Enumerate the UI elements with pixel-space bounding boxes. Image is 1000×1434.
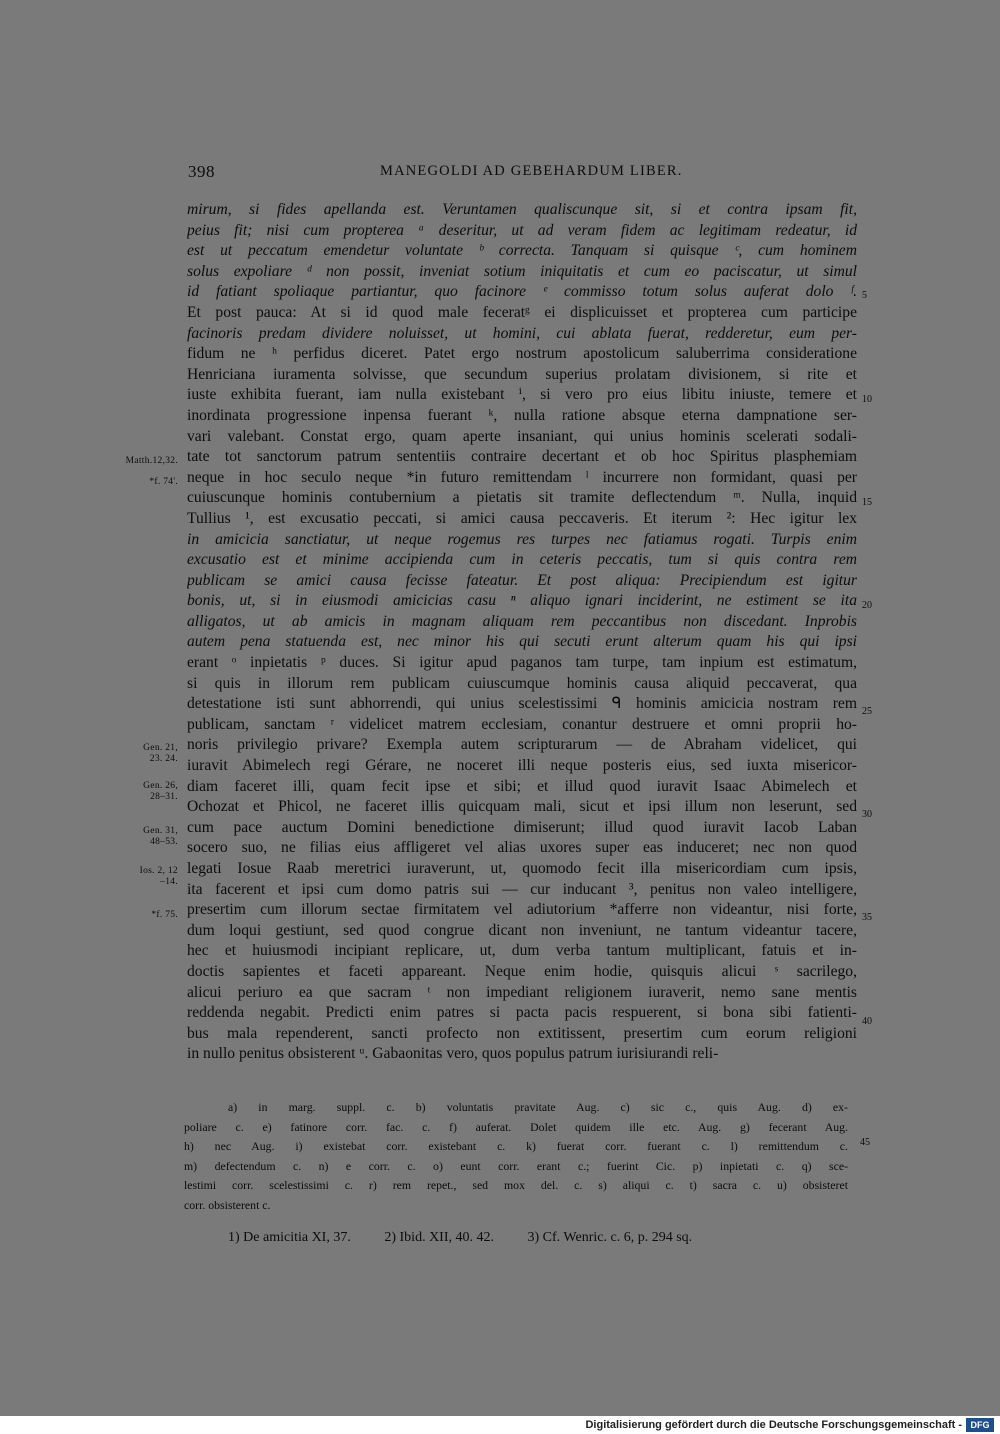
body-text [187, 200, 857, 1065]
footnotes [184, 1098, 848, 1215]
text-line: hec et huiusmodi incipiant replicare, ut, dum verba tantum multiplicant, fatuis et in- [187, 942, 857, 960]
text-line: cuiuscunque hominis contubernium a pietatis sit tramite deflectendum ᵐ. Nulla, inquid [187, 489, 857, 507]
source-reference: 3) Cf. Wenric. c. 6, p. 294 sq. [527, 1230, 693, 1245]
text-line: noris privilegio privare? Exempla autem scripturarum — de Abraham videlicet, qui [187, 736, 857, 754]
source-references [228, 1230, 828, 1246]
text-line: Et post pauca: At si id quod male feceratᵍ ei displicuisset et propterea cum participe [187, 303, 857, 321]
text-line: alicui periuro ea que sacram ᵗ non impediant religionem iuraverit, nemo sane mentis [187, 983, 857, 1001]
text-line: Henriciana iuramenta solvisse, que secundum superius prolatam divisionem, si rite et [187, 365, 857, 383]
text-line: mirum, si fides apellanda est. Veruntamen qualiscunque sit, si et contra ipsam fit, [187, 201, 857, 218]
line-number: 45 [860, 1137, 870, 1148]
text-line: reddenda negabit. Predicti enim patres si pacta pacis respuerent, si bona sibi fatienti- [187, 1004, 857, 1022]
text-line: detestatione isti sunt abhorrendi, qui unius scelestissimi ᑫ hominis amicicia nostram rem [187, 695, 857, 713]
line-number: 15 [862, 497, 872, 508]
footnote-line: m) defectendum c. n) e corr. c. o) eunt corr. erant c.; fuerint Cic. p) inpietati c. q) sce- [184, 1158, 848, 1173]
margin-reference: Gen. 31, 48–53. [143, 826, 178, 847]
text-line: autem pena statuenda est, nec minor his qui secuti erunt alterum quam his qui ipsi [187, 633, 857, 651]
text-line: Tullius ¹, est excusatio peccati, si amici causa peccaveris. Et iterum ²: Hec igitur lex [187, 509, 857, 527]
text-line: diam faceret illi, quam fecit ipse et sibi; et illud quod iuravit Isaac Abimelech et [187, 777, 857, 795]
footnote-line: lestimi corr. scelestissimi c. r) rem repet., sed mox del. c. s) aliqui c. t) sacra c. u) obsisteret [184, 1178, 848, 1192]
text-line: tate tot sanctorum patrum sententiis contraire decertant et ob hoc Spiritus plasphemiam [187, 448, 857, 466]
text-line: publicam, sanctam ʳ videlicet matrem ecclesiam, conantur destruere et omni proprii ho- [187, 715, 857, 733]
line-number: 30 [862, 809, 872, 820]
line-number: 25 [862, 706, 872, 717]
footnote-line: h) nec Aug. i) existebat corr. existebant c. k) fuerat corr. fuerant c. l) remittendum c. [184, 1139, 848, 1153]
text-line: est ut peccatum emendetur voluntate ᵇ correcta. Tanquam si quisque ᶜ, cum hominem [187, 242, 857, 260]
footnote-line: corr. obsisterent c. [184, 1197, 271, 1212]
margin-reference: Matth.12,32. [125, 456, 178, 466]
line-number: 5 [862, 290, 867, 301]
text-line: erant ᵒ inpietatis ᵖ duces. Si igitur apud paganos tam turpe, tam inpium est estimatum, [187, 654, 857, 672]
text-line: si quis in illorum rem publicam cuiuscumque hominis causa aliquid peccaverat, qua [187, 674, 857, 692]
text-line: iuravit Abimelech regi Gérare, ne noceret illi neque posteris eius, sed iuxta misericor- [187, 757, 857, 775]
text-line: Ochozat et Phicol, ne faceret illis quicquam mali, sicut et ipsi illum non leserunt, sed [187, 798, 857, 816]
text-line: vari valebant. Constat ergo, quam aperte insaniant, qui unius hominis scelerati sodali- [187, 427, 857, 445]
text-line: bus mala rependerent, sancti profecto non extitissent, presertim cum eorum religioni [187, 1024, 857, 1042]
text-line: inordinata progressione inpensa fuerant ᵏ, nulla ratione absque eterna dampnatione ser- [187, 406, 857, 424]
source-reference: 1) De amicitia XI, 37. [228, 1230, 351, 1245]
text-line: legati Iosue Raab meretrici iuraverunt, ut, quomodo fecit illa misericordiam cum ipsis, [187, 860, 857, 877]
text-line: presertim cum illorum sectae firmitatem vel adiutorium *afferre non videantur, nisi forte, [187, 901, 857, 919]
text-line: in amicicia sanctiatur, ut neque rogemus res turpes nec fatiamus rogati. Turpis enim [187, 530, 857, 548]
text-line: bonis, ut, si in eiusmodi amicicias casu ⁿ aliquo ignari inciderint, ne estiment se ita [187, 592, 857, 610]
margin-reference: Gen. 21, 23. 24. [143, 743, 178, 764]
footer-credit: Digitalisierung gefördert durch die Deutsche Forschungsgemeinschaft - [585, 1419, 962, 1431]
text-line: iuste exhibita fuerant, iam nulla existebant ⁱ, si vero pro eius libitu iniuste, temere et [187, 386, 857, 404]
margin-folio: *f. 75. [151, 910, 178, 920]
text-line: peius fit; nisi cum propterea ᵃ deseritur, ut ad veram fidem ac legitimam redeatur, id [187, 221, 857, 239]
text-line: facinoris predam dividere noluisset, ut homini, cui ablata fuerat, redderetur, eum per- [187, 324, 857, 342]
text-line: publicam se amici causa fecisse fateatur. Et post aliqua: Precipiendum est igitur [187, 571, 857, 589]
margin-folio: *f. 74'. [149, 477, 178, 487]
text-line: fidum ne ʰ perfidus diceret. Patet ergo nostrum apostolicum saluberrima consideratione [187, 345, 857, 363]
line-number: 35 [862, 912, 872, 923]
text-line: id fatiant spoliaque partiantur, quo facinore ᵉ commisso totum solus auferat dolo ᶠ. [187, 283, 857, 301]
text-line: doctis sapientes et faceti appareant. Neque enim hodie, quisquis alicui ˢ sacrilego, [187, 962, 857, 980]
text-line: alligatos, ut ab amicis in magnam aliquam rem peccantibus non discedant. Inprobis [187, 612, 857, 630]
line-number: 20 [862, 600, 872, 611]
margin-reference: Ios. 2, 12 –14. [139, 866, 178, 887]
text-line: cum pace auctum Domini benedictione dimiserunt; illud quod iuravit Iacob Laban [187, 818, 857, 836]
text-line: solus expoliare ᵈ non possit, inveniat sotium iniquitatis et cum eo paciscatur, ut simul [187, 262, 857, 280]
footnote-line: poliare c. e) fatinore corr. fac. c. f) auferat. Dolet quidem ille etc. Aug. g) fecerant Aug. [184, 1119, 848, 1134]
line-number: 40 [862, 1016, 872, 1027]
margin-reference: Gen. 26, 28–31. [143, 781, 178, 802]
line-number: 10 [862, 394, 872, 405]
text-line: socero suo, ne filias eius affligeret vel alias uxores super eas induceret; nec non quod [187, 839, 857, 857]
footnote-line: a) in marg. suppl. c. b) voluntatis pravitate Aug. c) sic c., quis Aug. d) ex- [228, 1100, 848, 1114]
text-line: ita facerent et ipsi cum domo patris sui — cur inducant ³, penitus non valeo intelligere, [187, 880, 857, 898]
text-line: dum loqui gestiunt, sed quod congrue dicant non inveniunt, ne tantum videantur tacere, [187, 921, 857, 939]
text-line: neque in hoc seculo neque *in futuro remittendam ˡ incurrere non formidant, quasi per [187, 468, 857, 486]
text-line: in nullo penitus obsisterent ᵘ. Gabaonitas vero, quos populus patrum iurisiurandi reli- [187, 1045, 719, 1063]
page-number: 398 [188, 162, 215, 181]
source-reference: 2) Ibid. XII, 40. 42. [384, 1230, 495, 1245]
dfg-logo-icon[interactable]: DFG [966, 1418, 994, 1432]
running-title: MANEGOLDI AD GEBEHARDUM LIBER. [380, 163, 683, 179]
text-line: excusatio est et minime accipienda cum in ceteris peccatis, tum si quis contra rem [187, 551, 857, 569]
